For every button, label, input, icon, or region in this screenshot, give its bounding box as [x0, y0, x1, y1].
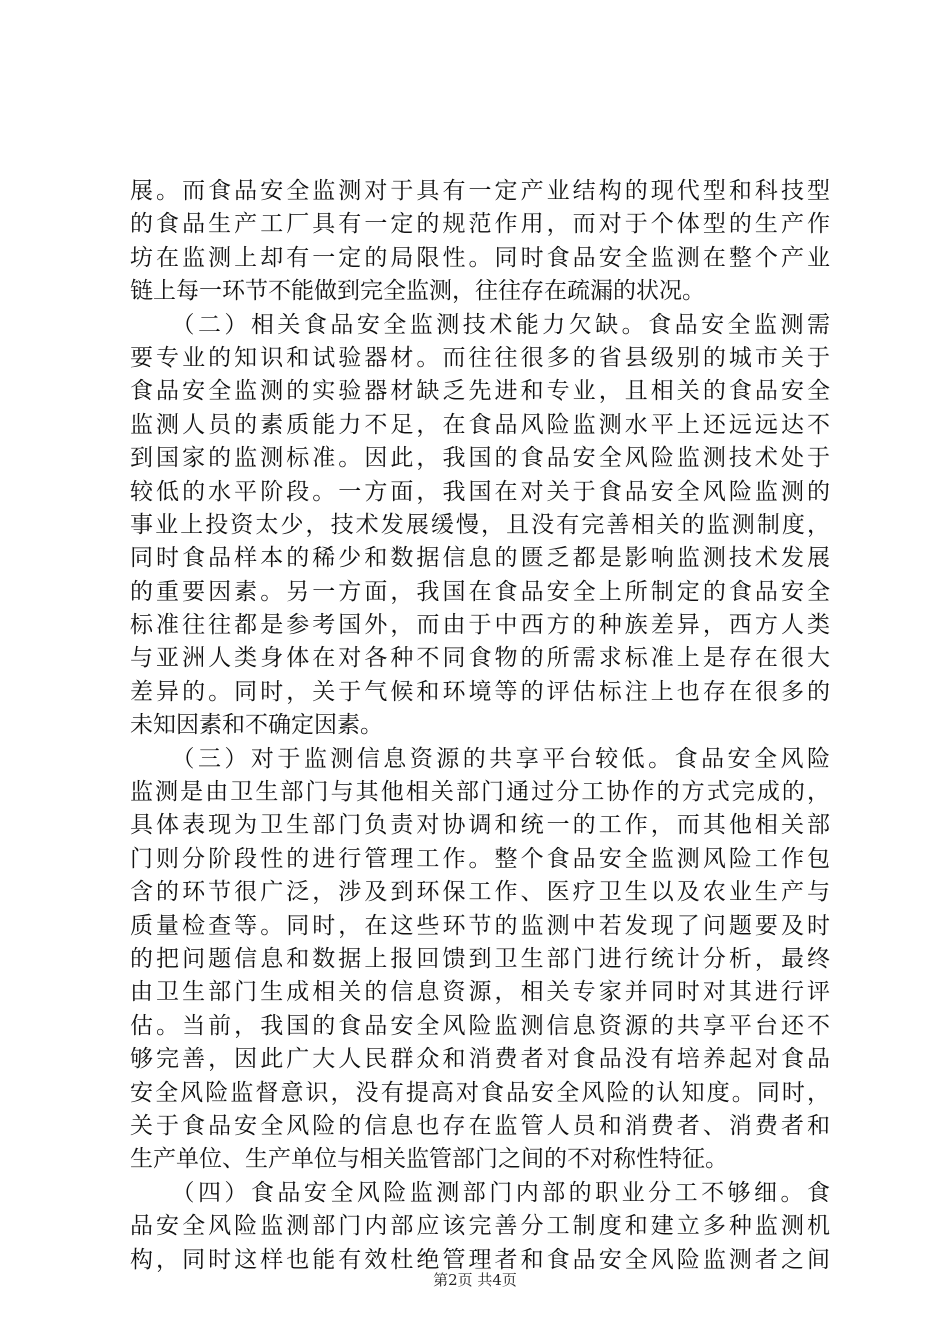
text-line: 链上每一环节不能做到完全监测，往往存在疏漏的状况。 [130, 278, 705, 305]
text-line: （四）食品安全风险监测部门内部的职业分工不够细。食 [130, 1179, 830, 1206]
text-line: 较低的水平阶段。一方面，我国在对关于食品安全风险监测的 [130, 478, 830, 505]
text-line: 够完善，因此广大人民群众和消费者对食品没有培养起对食品 [130, 1046, 830, 1073]
text-line: 生产单位、生产单位与相关监管部门之间的不对称性特征。 [130, 1146, 728, 1173]
text-line: 构，同时这样也能有效杜绝管理者和食品安全风险监测者之间 [130, 1246, 830, 1273]
text-line: 差异的。同时，关于气候和环境等的评估标注上也存在很多的 [130, 678, 830, 705]
document-body [130, 175, 830, 1277]
text-line: 要专业的知识和试验器材。而往往很多的省县级别的城市关于 [130, 344, 830, 371]
text-line: 食品安全监测的实验器材缺乏先进和专业，且相关的食品安全 [130, 378, 830, 405]
text-line: 的食品生产工厂具有一定的规范作用，而对于个体型的生产作 [130, 211, 830, 238]
text-line: 质量检查等。同时，在这些环节的监测中若发现了问题要及时 [130, 912, 830, 939]
text-line: 由卫生部门生成相关的信息资源，相关专家并同时对其进行评 [130, 979, 830, 1006]
text-line: 未知因素和不确定因素。 [130, 712, 383, 739]
text-line: 的把问题信息和数据上报回馈到卫生部门进行统计分析，最终 [130, 945, 830, 972]
text-line: 监测人员的素质能力不足，在食品风险监测水平上还远远达不 [130, 411, 830, 438]
text-line: 含的环节很广泛，涉及到环保工作、医疗卫生以及农业生产与 [130, 879, 830, 906]
text-line: 展。而食品安全监测对于具有一定产业结构的现代型和科技型 [130, 178, 830, 204]
text-line: 监测是由卫生部门与其他相关部门通过分工协作的方式完成的， [130, 779, 830, 806]
text-line: 的重要因素。另一方面，我国在食品安全上所制定的食品安全 [130, 578, 830, 605]
text-line: 具体表现为卫生部门负责对协调和统一的工作，而其他相关部 [130, 812, 830, 839]
text-line: 门则分阶段性的进行管理工作。整个食品安全监测风险工作包 [130, 845, 830, 872]
text-line: 标准往往都是参考国外，而由于中西方的种族差异，西方人类 [130, 612, 830, 639]
text-line: 关于食品安全风险的信息也存在监管人员和消费者、消费者和 [130, 1112, 830, 1139]
text-line: （三）对于监测信息资源的共享平台较低。食品安全风险 [130, 745, 830, 772]
page-footer: 第2页 共4页 [433, 1271, 517, 1289]
text-line: 事业上投资太少，技术发展缓慢，且没有完善相关的监测制度， [130, 511, 830, 538]
text-line: （二）相关食品安全监测技术能力欠缺。食品安全监测需 [130, 311, 830, 338]
text-line: 估。当前，我国的食品安全风险监测信息资源的共享平台还不 [130, 1012, 830, 1039]
text-line: 品安全风险监测部门内部应该完善分工制度和建立多种监测机 [130, 1213, 830, 1240]
text-line: 坊在监测上却有一定的局限性。同时食品安全监测在整个产业 [130, 244, 830, 271]
text-line: 到国家的监测标准。因此，我国的食品安全风险监测技术处于 [130, 445, 830, 472]
text-line: 与亚洲人类身体在对各种不同食物的所需求标准上是存在很大 [130, 645, 830, 672]
text-line: 安全风险监督意识，没有提高对食品安全风险的认知度。同时， [130, 1079, 830, 1106]
text-line: 同时食品样本的稀少和数据信息的匮乏都是影响监测技术发展 [130, 545, 830, 572]
